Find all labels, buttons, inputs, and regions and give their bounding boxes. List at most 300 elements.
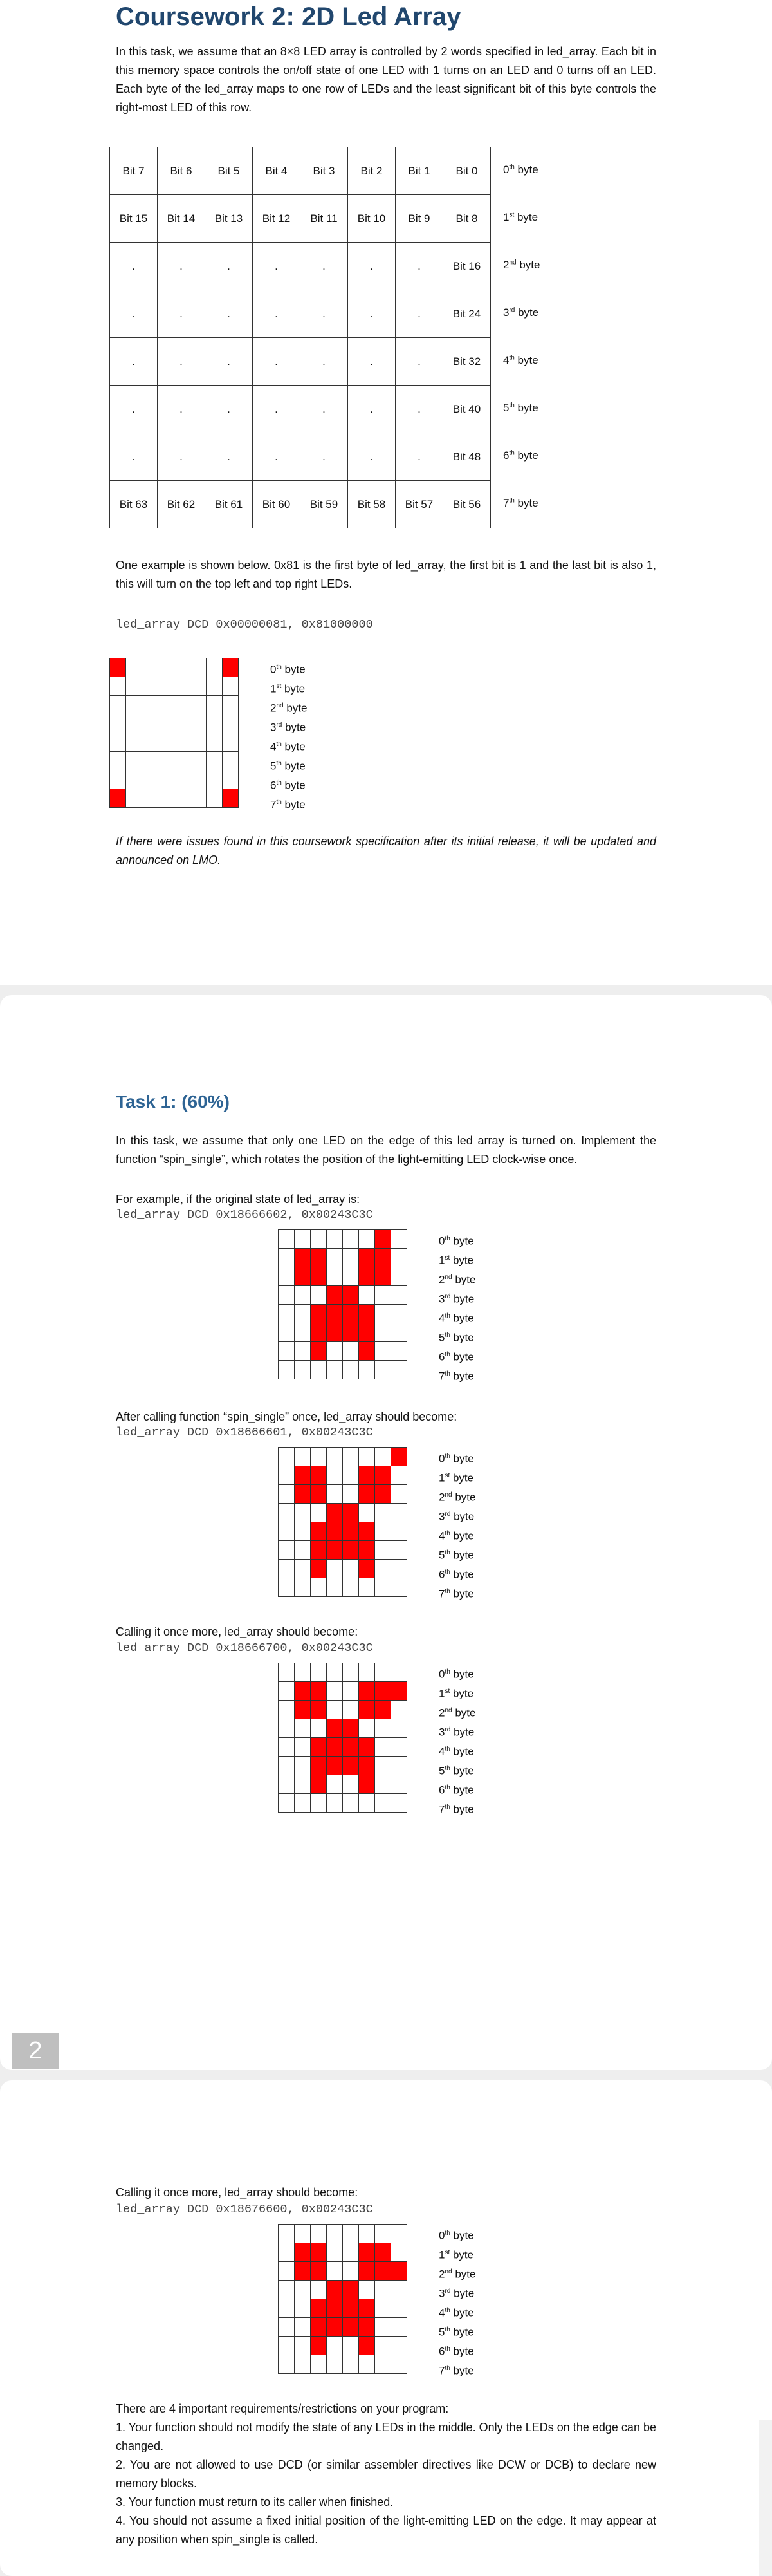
led-off [375,1522,391,1541]
led-on [295,1701,311,1719]
led-off [295,2318,311,2337]
led-on [375,2262,391,2281]
led-off [110,752,126,770]
led-off [126,696,142,714]
bit-cell: Bit 40 [443,386,491,433]
bit-table-row [110,290,491,338]
bit-cell: . [253,386,300,433]
led-off [343,1267,359,1286]
led-off [295,1522,311,1541]
led-off [279,1541,295,1560]
byte-label: 3rd byte [439,1510,475,1523]
led-on [295,1485,311,1504]
led-on [359,1249,375,1267]
led-off [375,1560,391,1578]
led-on [223,789,239,808]
led-off [279,1323,295,1342]
led-off [295,1286,311,1305]
led-on [343,2318,359,2337]
bit-table-row [110,147,491,195]
led-on [295,2243,311,2262]
bit-cell: . [205,338,253,386]
led-off [391,1738,407,1757]
led-on [311,2243,327,2262]
led-off [327,2337,343,2355]
led-off [279,1286,295,1305]
scrollbar[interactable] [759,2420,772,2576]
led-off [343,2225,359,2243]
led-off [174,677,190,696]
page-title: Coursework 2: 2D Led Array [116,3,461,31]
led-on [311,1305,327,1323]
led-on [311,1342,327,1361]
example-paragraph: One example is shown below. 0x81 is the first byte of led_array, the first bit is 1 and the last bit is also 1, this will turn on the top left and top right LEDs. [116,559,656,590]
bit-cell: . [348,433,396,481]
led-on [311,1485,327,1504]
byte-label: 0th byte [439,1668,474,1681]
led-off [223,752,239,770]
led-off [295,2337,311,2355]
page-1 [0,0,772,985]
led-on [359,1682,375,1701]
step2-text: After calling function “spin_single” once, led_array should become: [116,1410,457,1423]
led-off [279,2337,295,2355]
led-off [207,733,223,752]
led-off [158,714,174,733]
step1-byte-labels [439,1229,475,1384]
led-off [279,1701,295,1719]
led-off [359,1286,375,1305]
led-off [311,1578,327,1597]
byte-label: 4th byte [270,740,306,753]
byte-label: 1st byte [439,1254,474,1267]
led-on [311,2262,327,2281]
led-off [391,1466,407,1485]
led-on [359,1701,375,1719]
bit-cell: . [110,290,158,338]
led-off [391,1323,407,1342]
step4-led-grid [278,2224,407,2374]
led-off [311,1663,327,1682]
led-off [142,789,158,808]
led-off [126,677,142,696]
byte-label: 6th byte [270,779,306,792]
byte-label: 1st byte [439,1471,474,1484]
led-off [359,1230,375,1249]
led-on [327,1738,343,1757]
led-on [327,2318,343,2337]
led-off [279,1719,295,1738]
led-on [327,1541,343,1560]
led-on [359,1323,375,1342]
example-byte-labels [270,658,307,812]
led-off [375,1775,391,1794]
led-off [279,1504,295,1522]
led-off [391,1485,407,1504]
led-off [375,1541,391,1560]
led-off [295,2281,311,2299]
led-on [311,1522,327,1541]
issues-note: If there were issues found in this coursework specification after its initial release, it will be updated and announced on LMO. [116,835,656,866]
led-off [391,2281,407,2299]
led-on [343,2281,359,2299]
led-off [343,2262,359,2281]
led-off [126,714,142,733]
led-off [343,1560,359,1578]
led-off [279,1466,295,1485]
bit-cell: . [396,290,443,338]
led-off [279,1522,295,1541]
led-on [295,2262,311,2281]
byte-label: 0th byte [439,2229,474,2242]
led-on [391,2262,407,2281]
led-on [311,1701,327,1719]
led-off [126,789,142,808]
led-off [279,2262,295,2281]
led-off [279,2225,295,2243]
led-off [295,1775,311,1794]
requirement-2: 2. You are not allowed to use DCD (or similar assembler directives like DCW or DCB) to declare new memory blocks. [116,2458,656,2490]
led-off [279,1342,295,1361]
byte-label: 5th byte [503,402,538,414]
led-off [391,1342,407,1361]
led-on [359,2262,375,2281]
led-off [223,770,239,789]
bit-cell: Bit 63 [110,481,158,528]
led-off [375,1342,391,1361]
led-off [279,2299,295,2318]
led-off [190,752,207,770]
led-off [174,714,190,733]
led-off [375,2337,391,2355]
led-on [375,1267,391,1286]
bit-cell: . [158,433,205,481]
led-off [359,2225,375,2243]
led-off [359,1578,375,1597]
led-on [311,1757,327,1775]
led-off [190,789,207,808]
byte-label: 6th byte [439,1784,474,1797]
bit-table-row [110,386,491,433]
bit-cell: . [300,290,348,338]
led-off [295,1578,311,1597]
led-off [375,2318,391,2337]
led-off [190,733,207,752]
bit-cell: . [253,290,300,338]
led-off [279,2318,295,2337]
byte-label: 3rd byte [439,1726,475,1739]
bit-cell: Bit 7 [110,147,158,195]
led-off [190,677,207,696]
led-off [343,1230,359,1249]
task-paragraph: In this task, we assume that only one LED on the edge of this led array is turned on. Implement the function “spin_single”, which rotates the position of the light-emitting LED clock-wise once. [116,1134,656,1166]
led-off [295,1794,311,1813]
led-off [391,1794,407,1813]
bit-cell: Bit 1 [396,147,443,195]
byte-label: 6th byte [439,2345,474,2358]
bit-cell: . [253,433,300,481]
led-off [391,1719,407,1738]
led-off [391,1361,407,1379]
bit-cell: Bit 6 [158,147,205,195]
bit-cell: . [110,433,158,481]
led-off [158,677,174,696]
bit-cell: Bit 48 [443,433,491,481]
byte-label: 3rd byte [439,1293,475,1305]
byte-label: 2nd byte [439,1491,476,1504]
led-off [142,714,158,733]
page-3 [0,2080,772,2576]
step2-code: led_array DCD 0x18666601, 0x00243C3C [116,1426,373,1439]
bit-cell: Bit 58 [348,481,396,528]
led-on [375,2243,391,2262]
led-off [142,696,158,714]
led-off [279,1757,295,1775]
bit-cell: . [300,243,348,290]
led-off [391,1249,407,1267]
led-off [279,1682,295,1701]
led-off [207,752,223,770]
led-off [279,1230,295,1249]
led-off [343,1775,359,1794]
led-off [375,1286,391,1305]
example-led-grid [109,658,239,808]
bit-cell: . [300,338,348,386]
byte-label: 5th byte [439,1764,474,1777]
led-off [158,789,174,808]
bit-cell: Bit 14 [158,195,205,243]
bit-cell: Bit 62 [158,481,205,528]
led-on [311,2318,327,2337]
led-off [391,2355,407,2374]
bit-cell: . [158,338,205,386]
led-off [327,1342,343,1361]
step3-byte-labels [439,1663,475,1817]
led-off [207,714,223,733]
bit-cell: . [348,290,396,338]
byte-label: 4th byte [439,1529,474,1542]
led-off [279,1485,295,1504]
led-off [359,1361,375,1379]
led-off [110,770,126,789]
step1-led-grid [278,1229,407,1379]
led-off [391,1560,407,1578]
led-off [311,1286,327,1305]
led-off [207,770,223,789]
led-off [142,733,158,752]
led-on [311,1682,327,1701]
led-off [391,2299,407,2318]
led-off [223,714,239,733]
led-off [327,1448,343,1466]
led-off [375,1719,391,1738]
led-off [158,696,174,714]
bit-cell: . [158,290,205,338]
led-off [343,2355,359,2374]
led-off [174,733,190,752]
led-on [359,1485,375,1504]
led-on [359,1541,375,1560]
led-off [126,752,142,770]
led-off [207,696,223,714]
bit-cell: . [205,243,253,290]
led-on [311,2299,327,2318]
led-off [391,1663,407,1682]
led-off [110,696,126,714]
led-off [279,2355,295,2374]
led-off [359,1663,375,1682]
bit-cell: Bit 57 [396,481,443,528]
byte-label: 5th byte [439,2326,474,2338]
led-off [391,1775,407,1794]
led-on [327,1719,343,1738]
led-off [343,1578,359,1597]
led-off [126,733,142,752]
bit-cell: . [253,243,300,290]
led-off [375,2355,391,2374]
led-on [343,1323,359,1342]
byte-label: 5th byte [270,760,306,772]
led-on [375,1466,391,1485]
led-off [279,1578,295,1597]
led-off [311,1719,327,1738]
byte-label: 3rd byte [439,2287,475,2300]
led-off [359,1448,375,1466]
led-on [343,1738,359,1757]
led-off [295,1738,311,1757]
led-off [295,1361,311,1379]
led-on [311,1775,327,1794]
byte-label: 4th byte [439,1312,474,1325]
led-off [110,677,126,696]
led-off [375,1448,391,1466]
led-off [343,1342,359,1361]
led-off [327,1249,343,1267]
led-on [359,2337,375,2355]
bit-table-row [110,481,491,528]
byte-label: 7th byte [439,1587,474,1600]
requirement-3: 3. Your function must return to its caller when finished. [116,2496,394,2508]
led-off [375,1323,391,1342]
led-off [327,2243,343,2262]
led-on [343,1719,359,1738]
led-off [279,1775,295,1794]
led-off [279,1305,295,1323]
bit-table-row [110,195,491,243]
led-off [327,1701,343,1719]
bit-cell: . [396,243,443,290]
requirement-1: 1. Your function should not modify the state of any LEDs in the middle. Only the LEDs on the edge can be changed. [116,2421,656,2452]
led-on [375,1701,391,1719]
led-on [375,1230,391,1249]
bit-cell: Bit 11 [300,195,348,243]
bit-cell: . [158,243,205,290]
led-on [359,1560,375,1578]
led-off [391,1230,407,1249]
led-off [174,696,190,714]
bit-cell: Bit 9 [396,195,443,243]
led-off [295,2355,311,2374]
led-off [375,1794,391,1813]
led-off [223,677,239,696]
led-on [110,789,126,808]
led-off [327,2262,343,2281]
led-off [190,696,207,714]
led-off [343,2337,359,2355]
led-off [327,1775,343,1794]
led-off [327,1267,343,1286]
led-off [279,1560,295,1578]
bit-cell: . [348,386,396,433]
led-off [311,2281,327,2299]
byte-label: 5th byte [439,1549,474,1562]
led-off [279,1361,295,1379]
led-off [311,1504,327,1522]
led-off [391,1578,407,1597]
led-off [223,733,239,752]
example-code: led_array DCD 0x00000081, 0x81000000 [116,618,373,631]
bit-cell: . [300,386,348,433]
led-on [311,1738,327,1757]
bit-cell: Bit 2 [348,147,396,195]
led-off [391,1267,407,1286]
led-off [391,2318,407,2337]
led-off [295,1323,311,1342]
led-off [375,1738,391,1757]
bit-cell: Bit 61 [205,481,253,528]
led-off [295,1342,311,1361]
byte-label: 2nd byte [270,702,308,714]
byte-label: 1st byte [439,2248,474,2261]
led-off [391,1757,407,1775]
bit-cell: . [158,386,205,433]
bit-cell: . [205,386,253,433]
byte-label: 7th byte [503,497,538,509]
led-on [327,2299,343,2318]
byte-label: 4th byte [439,2306,474,2319]
led-on [375,1249,391,1267]
bit-table-row [110,338,491,386]
led-on [343,1305,359,1323]
byte-label: 2nd byte [503,259,540,271]
task-heading: Task 1: (60%) [116,1092,230,1112]
led-off [142,677,158,696]
bit-cell: . [300,433,348,481]
led-on [391,1448,407,1466]
led-on [295,1267,311,1286]
led-off [391,2225,407,2243]
step2-led-grid [278,1447,407,1597]
bit-cell: Bit 3 [300,147,348,195]
led-off [391,2337,407,2355]
led-off [391,1305,407,1323]
led-off [375,2281,391,2299]
led-off [311,1448,327,1466]
byte-label: 3rd byte [503,306,539,319]
byte-label: 6th byte [439,1350,474,1363]
bit-mapping-table [109,147,491,528]
step3-led-grid [278,1663,407,1813]
bit-cell: . [110,338,158,386]
bit-cell: . [396,386,443,433]
led-on [359,1342,375,1361]
led-off [327,1578,343,1597]
led-off [142,752,158,770]
led-off [343,1466,359,1485]
led-off [295,1757,311,1775]
led-off [207,789,223,808]
led-off [295,1305,311,1323]
